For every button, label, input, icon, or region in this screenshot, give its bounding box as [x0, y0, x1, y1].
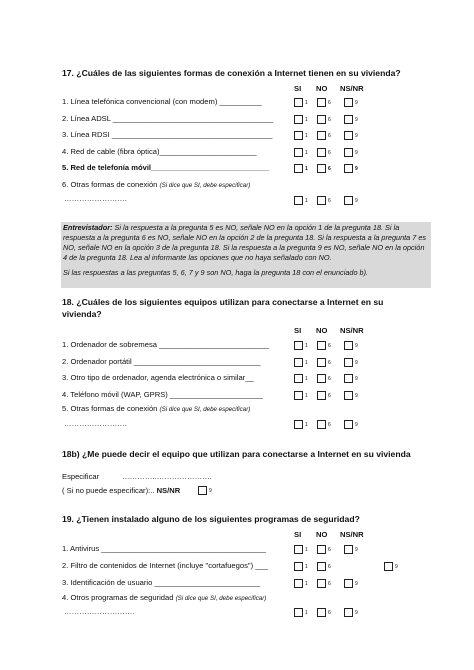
q18-other-checkbox-si[interactable] — [294, 420, 303, 429]
q17-other-checkbox-no[interactable] — [317, 196, 326, 205]
q18-option-checkbox-nsnr[interactable] — [344, 358, 353, 367]
q18-option-code-no: 6 — [328, 343, 331, 349]
q19-option-checkbox-si[interactable] — [294, 562, 303, 571]
q18-other-label: 5. Otras formas de conexión — [62, 404, 158, 413]
interviewer-note-body — [63, 223, 429, 263]
q17-option-checkbox-si[interactable] — [294, 115, 303, 124]
q19-header-si: SI — [294, 530, 302, 539]
q17-option-checkbox-no[interactable] — [317, 98, 326, 107]
interviewer-note-text2: Si las respuestas a las preguntas 5, 6, 7 y 9 son NO, haga la pregunta 18 con el enunciado b). — [63, 268, 369, 277]
q17-option-code-nsnr: 9 — [355, 133, 358, 139]
q19-other-checkbox-nsnr[interactable] — [344, 608, 353, 617]
q19-option-label: 1. Antivirus _______________________________________ — [62, 544, 266, 553]
q17-option-checkbox-si[interactable] — [294, 164, 303, 173]
q18-header-si: SI — [294, 326, 302, 335]
q18-option-code-si: 1 — [305, 376, 308, 382]
q17-option-checkbox-no[interactable] — [317, 164, 326, 173]
q18-option-code-nsnr: 9 — [355, 343, 358, 349]
q17-other-code-nsnr: 9 — [355, 198, 358, 204]
q19-option-checkbox-nsnr[interactable] — [344, 579, 353, 588]
q17-other-checkbox-nsnr[interactable] — [344, 196, 353, 205]
q18-option-checkbox-no[interactable] — [317, 341, 326, 350]
q17-other-dots: ……………………. — [64, 194, 127, 203]
q17-option-checkbox-nsnr[interactable] — [344, 98, 353, 107]
q17-other-row — [62, 180, 250, 189]
q19-row2-extra-checkbox[interactable] — [384, 562, 393, 571]
q19-other-note: (Si dice que SI, debe especificar) — [175, 595, 267, 602]
q19-header-no: NO — [316, 530, 328, 539]
q17-option-label: 2. Línea ADSL ______________________________________ — [62, 113, 274, 123]
q18-other-row — [62, 404, 250, 413]
q19-title: 19. ¿Tienen instalado alguno de los siguientes programas de seguridad? — [62, 514, 360, 524]
q18-option-checkbox-si[interactable] — [294, 341, 303, 350]
q18-other-code-no: 6 — [328, 422, 331, 428]
q18-option-checkbox-nsnr[interactable] — [344, 341, 353, 350]
q18-option-code-si: 1 — [305, 343, 308, 349]
q18-option-checkbox-si[interactable] — [294, 374, 303, 383]
q19-option-code-no: 6 — [328, 564, 331, 570]
q17-header-nsnr: NS/NR — [340, 84, 364, 93]
q19-other-row — [62, 593, 266, 602]
q18-option-code-si: 1 — [305, 392, 308, 399]
interviewer-note-lead: Entrevistador: — [63, 223, 113, 232]
q18-other-note: (Si dice que SI, debe especificar) — [159, 406, 251, 413]
q19-option-checkbox-no[interactable] — [317, 579, 326, 588]
q18-option-checkbox-nsnr[interactable] — [344, 374, 353, 383]
q19-option-checkbox-no[interactable] — [317, 545, 326, 554]
q18-option-label: 2. Ordenador portátil ______________________________ — [62, 356, 261, 366]
q17-option-checkbox-si[interactable] — [294, 148, 303, 157]
q17-other-note: (Si dice que SI, debe especificar) — [159, 182, 251, 189]
q18b-nsnr-code: 9 — [209, 488, 212, 494]
q17-option-checkbox-no[interactable] — [317, 148, 326, 157]
q17-title: 17. ¿Cuáles de las siguientes formas de conexión a Internet tienen en su vivienda? — [62, 68, 401, 78]
q18-option-code-nsnr: 9 — [355, 359, 358, 366]
q17-option-label: 5. Red de telefonía móvil____________________________ — [62, 163, 270, 172]
q18-other-code-si: 1 — [305, 422, 308, 428]
q18-other-checkbox-no[interactable] — [317, 420, 326, 429]
q19-option-checkbox-si[interactable] — [294, 545, 303, 554]
q17-option-checkbox-nsnr[interactable] — [344, 115, 353, 124]
q17-option-checkbox-no[interactable] — [317, 131, 326, 140]
q18-option-checkbox-no[interactable] — [317, 391, 326, 400]
q19-other-code-nsnr: 9 — [355, 610, 358, 616]
q19-other-dots: ………………………. — [64, 607, 135, 616]
q17-option-checkbox-no[interactable] — [317, 115, 326, 124]
q17-other-label: 6. Otras formas de conexión — [62, 180, 158, 189]
q18-option-code-nsnr: 9 — [355, 376, 358, 382]
q17-option-checkbox-si[interactable] — [294, 98, 303, 107]
q17-header-no: NO — [316, 84, 328, 93]
q18-title-line2: vivienda? — [62, 309, 102, 319]
q17-header-si: SI — [294, 84, 302, 93]
q17-option-code-nsnr: 9 — [355, 149, 358, 156]
q19-option-code-no: 6 — [328, 581, 331, 587]
q17-option-code-si: 1 — [305, 149, 308, 156]
q19-other-code-no: 6 — [328, 610, 331, 616]
q18-option-label: 1. Ordenador de sobremesa __________________________ — [62, 340, 269, 349]
q19-option-code-no: 6 — [328, 547, 331, 553]
q18-option-label: 3. Otro tipo de ordenador, agenda electrónica o similar__ — [62, 373, 254, 382]
q17-option-code-no: 6 — [328, 133, 331, 139]
q17-option-checkbox-nsnr[interactable] — [344, 164, 353, 173]
q18-title-line1: 18. ¿Cuáles de los siguientes equipos utilizan para conectarse a Internet en su — [62, 297, 384, 307]
q17-option-code-no: 6 — [328, 166, 331, 172]
q18b-no-specify — [62, 486, 180, 495]
q18-header-nsnr: NS/NR — [340, 326, 364, 335]
q17-option-checkbox-nsnr[interactable] — [344, 148, 353, 157]
q19-option-code-si: 1 — [305, 581, 308, 587]
q19-option-code-nsnr: 9 — [355, 547, 358, 553]
q18-option-checkbox-nsnr[interactable] — [344, 391, 353, 400]
q19-option-code-si: 1 — [305, 547, 308, 553]
interviewer-note — [61, 222, 431, 288]
q17-option-code-nsnr: 9 — [355, 100, 358, 106]
q18b-nsnr-checkbox[interactable] — [198, 486, 207, 495]
q18b-nsnr-label: NS/NR — [156, 486, 181, 495]
q18-other-checkbox-nsnr[interactable] — [344, 420, 353, 429]
q18-other-dots: ……………………. — [64, 419, 127, 428]
q17-option-label: 4. Red de cable (fibra óptica)_______________________ — [62, 146, 257, 156]
q17-option-label: 1. Línea telefónica convencional (con modem) __________ — [62, 97, 262, 106]
q17-option-code-si: 1 — [305, 116, 308, 123]
q17-other-code-si: 1 — [305, 198, 308, 204]
q19-option-code-si: 1 — [305, 564, 308, 570]
q17-other-code-no: 6 — [328, 198, 331, 204]
q17-option-code-no: 6 — [328, 149, 331, 156]
q17-option-checkbox-nsnr[interactable] — [344, 131, 353, 140]
q18b-specify-field[interactable]: …………..…………………. — [122, 472, 212, 481]
q18-header-no: NO — [316, 326, 328, 335]
q17-option-code-nsnr: 9 — [355, 116, 358, 123]
q17-option-code-si: 1 — [305, 100, 308, 106]
q18-option-label: 4. Teléfono móvil (WAP, GPRS) ______________________ — [62, 389, 263, 399]
q19-row2-extra-code: 9 — [395, 564, 398, 570]
q19-option-checkbox-nsnr[interactable] — [344, 545, 353, 554]
q17-option-code-no: 6 — [328, 116, 331, 123]
q17-option-code-si: 1 — [305, 166, 308, 172]
q18-option-checkbox-no[interactable] — [317, 374, 326, 383]
q17-option-label: 3. Línea RDSI ______________________________________ — [62, 130, 273, 139]
q19-option-checkbox-si[interactable] — [294, 579, 303, 588]
q18b-title: 18b) ¿Me puede decir el equipo que utilizan para conectarse a Internet en su vivienda — [62, 449, 411, 459]
q18b-no-specify-label: ( Si no puede especificar):.. — [62, 486, 155, 495]
q18-option-checkbox-si[interactable] — [294, 391, 303, 400]
q18b-specify-label: Especificar — [62, 472, 100, 481]
q19-header-nsnr: NS/NR — [340, 530, 364, 539]
q19-option-code-nsnr: 9 — [355, 581, 358, 587]
q19-option-label: 3. Identificación de usuario _________________________ — [62, 578, 261, 587]
q18-other-code-nsnr: 9 — [355, 422, 358, 428]
interviewer-note-text: Si la respuesta a la pregunta 5 es NO, señale NO en la opción 1 de la pregunta 18. Si la respuesta a la pregunta 6 es NO, señale NO en la opción 2 de la pregunta 18. Si la respuesta a la pregunta 7 es NO, señale NO en la opción 3 de la pregunta 18. Si la respuesta a la pregunta 9 es NO, señale NO en la opción 4 de la pregunta 18. Lea al informante las opciones que no haya señalado con NO. — [63, 223, 427, 262]
q17-option-code-si: 1 — [305, 133, 308, 139]
q18-option-code-no: 6 — [328, 359, 331, 366]
q17-option-checkbox-si[interactable] — [294, 131, 303, 140]
q18-option-code-nsnr: 9 — [355, 392, 358, 399]
q18-option-checkbox-si[interactable] — [294, 358, 303, 367]
q19-other-code-si: 1 — [305, 610, 308, 616]
q18-option-checkbox-no[interactable] — [317, 358, 326, 367]
q18-option-code-no: 6 — [328, 376, 331, 382]
q18-option-code-no: 6 — [328, 392, 331, 399]
q19-other-checkbox-no[interactable] — [317, 608, 326, 617]
q17-option-code-nsnr: 9 — [355, 166, 358, 172]
q19-option-checkbox-no[interactable] — [317, 562, 326, 571]
q18-option-code-si: 1 — [305, 359, 308, 366]
q19-other-label: 4. Otros programas de seguridad — [62, 593, 174, 602]
q19-option-label: 2. Filtro de contenidos de Internet (incluye "cortafuegos") ___ — [62, 561, 268, 570]
q19-other-checkbox-si[interactable] — [294, 608, 303, 617]
q17-option-code-no: 6 — [328, 100, 331, 106]
q17-other-checkbox-si[interactable] — [294, 196, 303, 205]
